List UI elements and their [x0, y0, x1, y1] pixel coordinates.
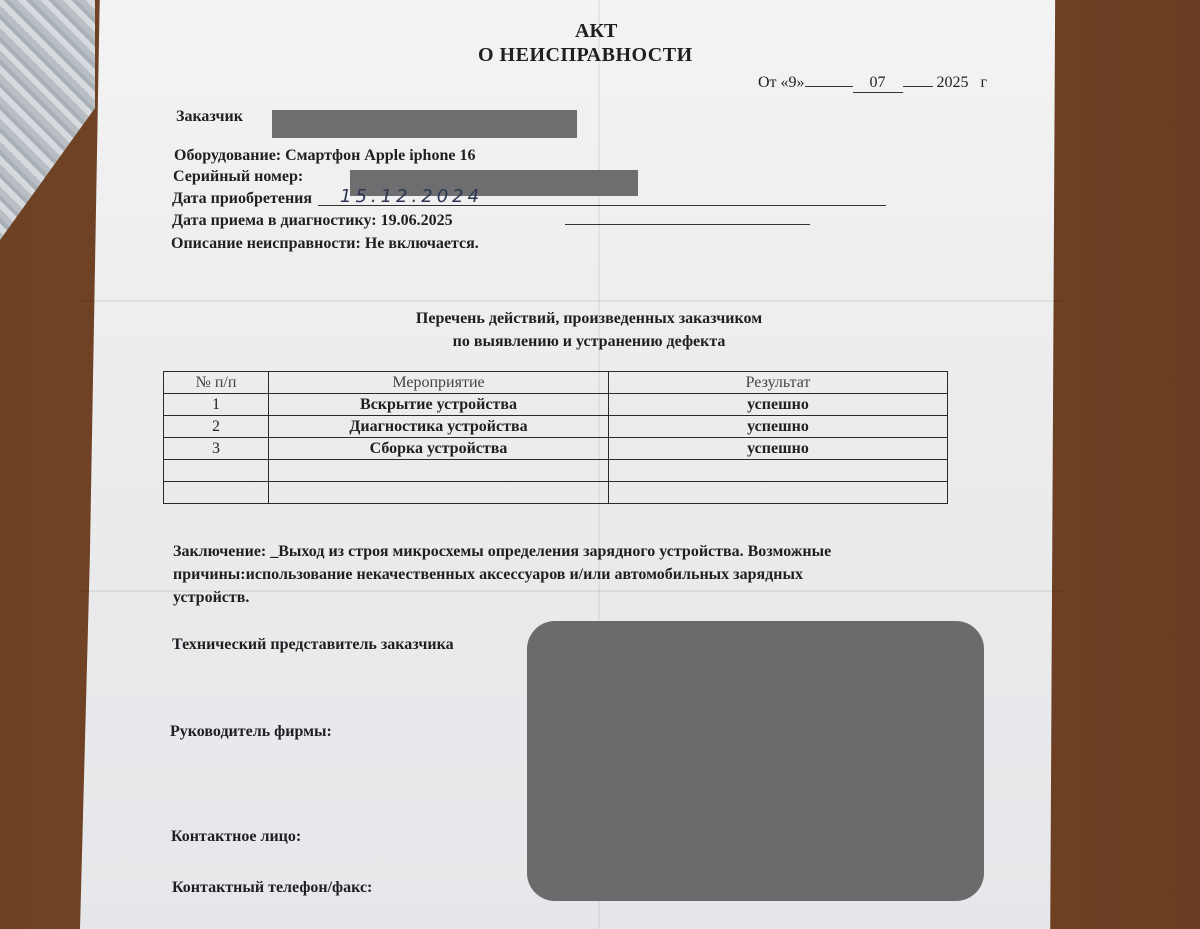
intake-date-field: Дата приема в диагностику: 19.06.2025 [172, 212, 453, 229]
conclusion-line: Заключение: _Выход из строя микросхемы определения зарядного устройства. Возможные [173, 543, 832, 560]
contact-phone-label: Контактный телефон/факс: [172, 879, 373, 896]
carpet-background [0, 0, 95, 240]
tech-representative-label: Технический представитель заказчика [172, 636, 454, 653]
row-number: 1 [164, 394, 269, 416]
actions-heading: Перечень действий, произведенных заказчиком [415, 310, 763, 327]
row-action [269, 482, 609, 504]
row-number: 3 [164, 438, 269, 460]
paper-fold [80, 300, 1065, 302]
row-result: успешно [609, 438, 948, 460]
director-label: Руководитель фирмы: [170, 723, 332, 740]
col-header-result: Результат [609, 372, 948, 394]
intake-underline [565, 224, 810, 225]
row-result [609, 482, 948, 504]
purchase-date-handwritten: 15.12.2024 [340, 186, 484, 207]
col-header-action: Мероприятие [269, 372, 609, 394]
table-row [164, 460, 948, 482]
row-result: успешно [609, 394, 948, 416]
document-date [758, 74, 987, 93]
fault-description: Описание неисправности: Не включается. [171, 235, 479, 252]
row-action: Диагностика устройства [269, 416, 609, 438]
table-header-row [164, 372, 948, 394]
row-action [269, 460, 609, 482]
actions-table [163, 371, 948, 504]
actions-heading-2: по выявлению и устранению дефекта [452, 333, 726, 350]
serial-label: Серийный номер: [173, 168, 304, 185]
contact-person-label: Контактное лицо: [171, 828, 302, 845]
table-row [164, 482, 948, 504]
row-result [609, 460, 948, 482]
date-suffix: г [980, 74, 988, 91]
equipment-field: Оборудование: Смартфон Apple iphone 16 [174, 147, 476, 164]
date-year: 2025 [936, 74, 969, 91]
col-header-number: № п/п [164, 372, 269, 394]
redaction-block [272, 110, 577, 138]
customer-label: Заказчик [176, 108, 243, 125]
row-result: успешно [609, 416, 948, 438]
row-action: Вскрытие устройства [269, 394, 609, 416]
table-row [164, 438, 948, 460]
document-subtitle: О НЕИСПРАВНОСТИ [478, 44, 693, 66]
conclusion-line: устройств. [173, 589, 250, 606]
conclusion-line: причины:использование некачественных аксессуаров и/или автомобильных зарядных [173, 566, 803, 583]
table-row [164, 394, 948, 416]
purchase-date-label: Дата приобретения [172, 190, 313, 207]
row-number [164, 482, 269, 504]
table-row [164, 416, 948, 438]
signature-redaction [527, 621, 984, 901]
date-month: 07 [853, 74, 903, 93]
row-action: Сборка устройства [269, 438, 609, 460]
date-day: От «9» [758, 74, 805, 91]
row-number [164, 460, 269, 482]
document-title: АКТ [575, 20, 618, 42]
row-number: 2 [164, 416, 269, 438]
